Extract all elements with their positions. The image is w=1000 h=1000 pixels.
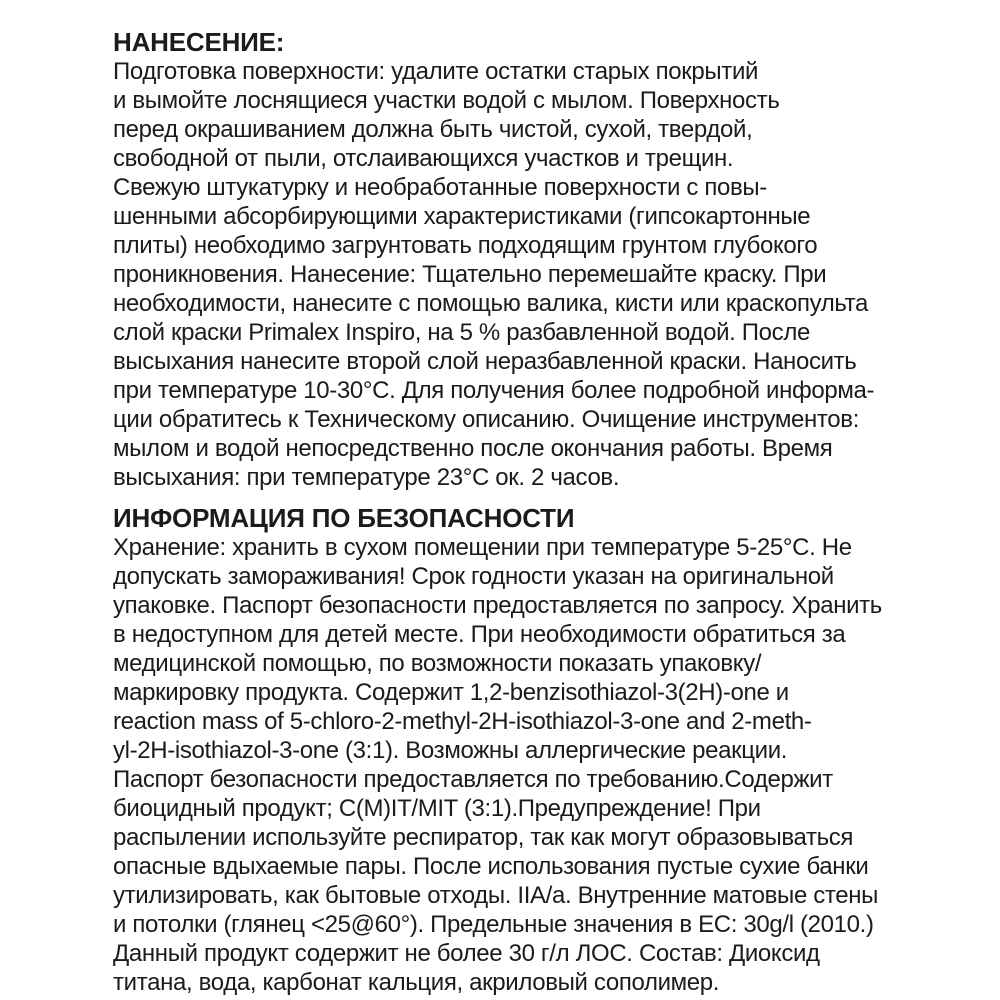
text-line: плиты) необходимо загрунтовать подходящим грунтом глубокого [113,232,818,259]
text-line: упаковке. Паспорт безопасности предоставляется по запросу. Хранить [113,592,882,619]
section-safety [113,504,945,997]
section-safety-body [113,533,945,997]
text-line: и вымойте лоснящиеся участки водой с мылом. Поверхность [113,87,780,114]
text-line: при температуре 10-30°C. Для получения более подробной информа- [113,377,875,404]
text-line: допускать замораживания! Срок годности указан на оригинальной [113,563,834,590]
text-line: высыхания нанесите второй слой неразбавленной краски. Наносить [113,348,857,375]
text-line: утилизировать, как бытовые отходы. IIA/a. Внутренние матовые стены [113,882,879,909]
text-line: ции обратитесь к Техническому описанию. Очищение инструментов: [113,406,860,433]
text-line: мылом и водой непосредственно после окончания работы. Время [113,435,833,462]
text-line: Свежую штукатурку и необработанные поверхности с повы- [113,174,767,201]
text-line: распылении используйте респиратор, так как могут образовываться [113,824,854,851]
text-line: слой краски Primalex Inspiro, на 5 % разбавленной водой. После [113,319,810,346]
text-line: перед окрашиванием должна быть чистой, сухой, твердой, [113,116,753,143]
text-line: Данный продукт содержит не более 30 г/л ЛОС. Состав: Диоксид [113,940,820,967]
section-application-heading: НАНЕСЕНИЕ: [113,27,285,57]
section-application [113,28,945,492]
text-line: Паспорт безопасности предоставляется по требованию.Содержит [113,766,833,793]
text-line: биоцидный продукт; C(M)IT/MIT (3:1).Предупреждение! При [113,795,761,822]
text-line: маркировку продукта. Содержит 1,2-benzisothiazol-3(2H)-one и [113,679,789,706]
product-label-text [113,28,945,997]
text-line: свободной от пыли, отслаивающихся участков и трещин. [113,145,734,172]
text-line: шенными абсорбирующими характеристиками (гипсокартонные [113,203,811,230]
text-line: и потолки (глянец <25@60°). Предельные значения в ЕС: 30g/l (2010.) [113,911,874,938]
text-line: опасные вдыхаемые пары. После использования пустые сухие банки [113,853,869,880]
text-line: необходимости, нанесите с помощью валика, кисти или краскопульта [113,290,869,317]
text-line: медицинской помощью, по возможности показать упаковку/ [113,650,762,677]
text-line: проникновения. Нанесение: Тщательно перемешайте краску. При [113,261,827,288]
text-line: Подготовка поверхности: удалите остатки старых покрытий [113,58,759,85]
text-line: yl-2H-isothiazol-3-one (3:1). Возможны аллергические реакции. [113,737,788,764]
section-application-body [113,57,945,492]
text-line: Хранение: хранить в сухом помещении при температуре 5-25°C. Не [113,534,852,561]
text-line: высыхания: при температуре 23°C ок. 2 часов. [113,464,620,491]
text-line: reaction mass of 5-chloro-2-methyl-2H-isothiazol-3-one and 2-meth- [113,708,812,735]
section-safety-heading: ИНФОРМАЦИЯ ПО БЕЗОПАСНОСТИ [113,503,575,533]
text-line: в недоступном для детей месте. При необходимости обратиться за [113,621,846,648]
text-line: титана, вода, карбонат кальция, акриловый сополимер. [113,969,720,996]
